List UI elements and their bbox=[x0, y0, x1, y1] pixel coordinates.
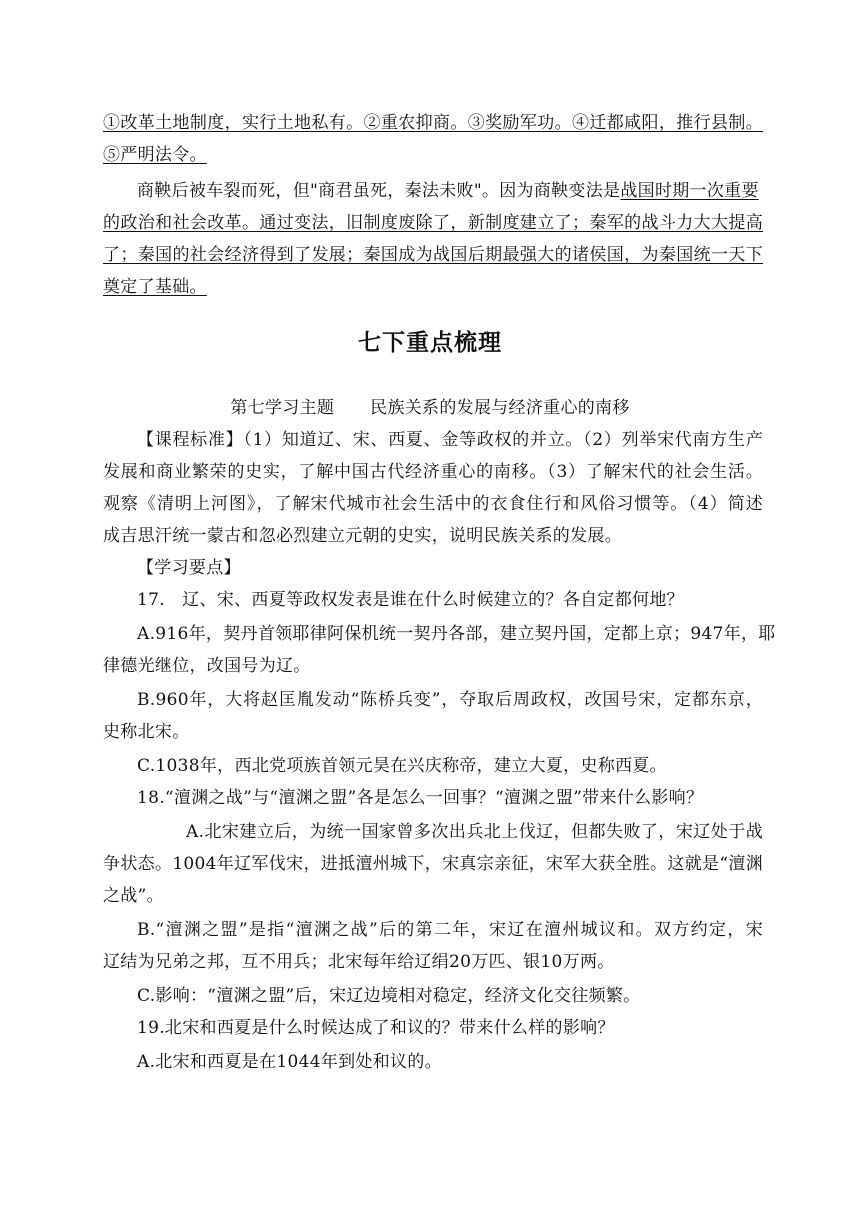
shang-yang-paragraph-line-2: 的政治和社会改革。通过变法，旧制度废除了，新制度建立了；秦军的战斗力大大提高 bbox=[103, 213, 763, 233]
answer-18-a-line-1: A.北宋建立后，为统一国家曾多次出兵北上伐辽，但都失败了，宋辽处于战 bbox=[186, 822, 763, 842]
key-points-label: 【学习要点】 bbox=[137, 558, 241, 578]
shang-yang-paragraph-line-1 bbox=[137, 180, 763, 202]
answer-17-b-line-1: B.960年，大将赵匡胤发动“陈桥兵变”，夺取后周政权，改国号宋，定都东京， bbox=[137, 690, 763, 710]
answer-17-b-line-2: 史称北宋。 bbox=[103, 722, 190, 742]
course-standard-line-3: 观察《清明上河图》，了解宋代城市社会生活中的衣食住行和风俗习惯等。（4）简述 bbox=[103, 494, 763, 514]
answer-19-a-line-1: A.北宋和西夏是在1044年到处和议的。 bbox=[137, 1052, 442, 1072]
course-standard-line-1: 【课程标准】（1）知道辽、宋、西夏、金等政权的并立。（2）列举宋代南方生产 bbox=[137, 430, 763, 450]
course-standard-line-4: 成吉思汗统一蒙古和忽必烈建立元朝的史实，说明民族关系的发展。 bbox=[103, 526, 622, 546]
reform-measures-line-2: ⑤严明法令。 bbox=[103, 145, 207, 165]
answer-18-b-line-2: 辽结为兄弟之邦，互不用兵；北宋每年给辽绢20万匹、银10万两。 bbox=[103, 952, 615, 972]
shang-yang-paragraph-line-4: 奠定了基础。 bbox=[103, 277, 207, 297]
answer-18-c-line-1: C.影响：“澶渊之盟”后，宋辽边境相对稳定，经济文化交往频繁。 bbox=[137, 986, 641, 1006]
question-19: 19.北宋和西夏是什么时候达成了和议的？带来什么样的影响？ bbox=[137, 1018, 615, 1038]
answer-18-a-line-3: 之战”。 bbox=[103, 886, 164, 906]
shang-yang-paragraph-lead: 商鞅后被车裂而死，但"商君虽死，秦法未败"。因为商鞅变法是 bbox=[137, 181, 621, 201]
answer-17-c-line-1: C.1038年，西北党项族首领元昊在兴庆称帝，建立大夏，史称西夏。 bbox=[137, 756, 667, 776]
answer-17-a-line-2: 律德光继位，改国号为辽。 bbox=[103, 656, 311, 676]
question-18: 18.“澶渊之战”与“澶渊之盟”各是怎么一回事？“澶渊之盟”带来什么影响？ bbox=[137, 788, 704, 808]
answer-18-a-line-2: 争状态。1004年辽军伐宋，进抵澶州城下，宋真宗亲征，宋军大获全胜。这就是“澶渊 bbox=[103, 854, 763, 874]
reform-measures-line-1: ①改革土地制度，实行土地私有。②重农抑商。③奖励军功。④迁都咸阳，推行县制。 bbox=[103, 113, 763, 133]
answer-17-a-line-1: A.916年，契丹首领耶律阿保机统一契丹各部，建立契丹国，定都上京；947年，耶 bbox=[137, 624, 776, 644]
shang-yang-paragraph-line-3: 了；秦国的社会经济得到了发展；秦国成为战国后期最强大的诸侯国，为秦国统一天下 bbox=[103, 245, 763, 265]
theme-label: 第七学习主题 bbox=[230, 398, 335, 418]
theme-title: 民族关系的发展与经济重心的南移 bbox=[370, 398, 630, 418]
course-standard-line-2: 发展和商业繁荣的史实，了解中国古代经济重心的南移。（3）了解宋代的社会生活。 bbox=[103, 462, 763, 482]
answer-18-b-line-1: B.“澶渊之盟”是指“澶渊之战”后的第二年，宋辽在澶州城议和。双方约定，宋 bbox=[137, 920, 763, 940]
shang-yang-paragraph-lead-underlined: 战国时期一次重要 bbox=[620, 181, 759, 201]
page-heading: 七下重点梳理 bbox=[358, 330, 502, 356]
theme-subheading bbox=[0, 397, 860, 419]
question-17: 17. 辽、宋、西夏等政权发表是谁在什么时候建立的？各自定都何地？ bbox=[137, 590, 684, 610]
